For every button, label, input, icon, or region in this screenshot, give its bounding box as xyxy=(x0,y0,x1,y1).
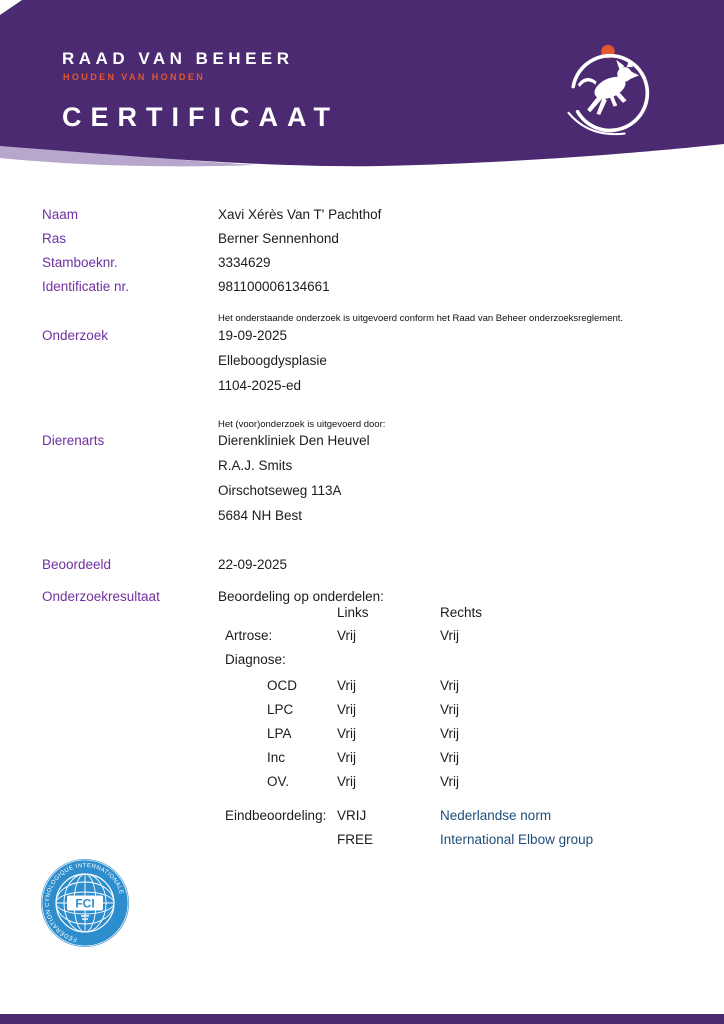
eindbeoordeling-value: FREE xyxy=(337,832,374,847)
diagnose-rechts: Vrij xyxy=(440,678,459,693)
diagnose-links: Vrij xyxy=(337,702,356,717)
diagnose-code: OV. xyxy=(267,774,290,789)
resultaat-label: Onderzoekresultaat xyxy=(42,589,160,604)
dierenarts-label: Dierenarts xyxy=(42,433,105,448)
diagnose-rechts: Vrij xyxy=(440,750,459,765)
diagnose-rechts: Vrij xyxy=(440,726,459,741)
field-label: Ras xyxy=(42,231,67,246)
column-header-rechts: Rechts xyxy=(440,605,483,620)
field-value: 3334629 xyxy=(218,255,271,270)
dierenarts-city: 5684 NH Best xyxy=(218,508,303,523)
field-value: Xavi Xérès Van T' Pachthof xyxy=(218,207,382,222)
fci-ring-text: FÉDÉRATION CYNOLOGIQUE INTERNATIONALE xyxy=(44,862,124,943)
column-header-links: Links xyxy=(337,605,369,620)
artrose-label: Artrose: xyxy=(225,628,273,643)
diagnose-rechts: Vrij xyxy=(440,702,459,717)
onderzoek-date: 19-09-2025 xyxy=(218,328,288,343)
diagnose-code: LPA xyxy=(267,726,292,741)
diagnose-code: OCD xyxy=(267,678,297,693)
dierenarts-clinic: Dierenkliniek Den Heuvel xyxy=(218,433,370,448)
artrose-links: Vrij xyxy=(337,628,356,643)
footer-bar xyxy=(0,1014,724,1024)
diagnose-links: Vrij xyxy=(337,726,356,741)
fci-abbr: FCI xyxy=(75,896,95,911)
dierenarts-street: Oirschotseweg 113A xyxy=(218,483,342,498)
diagnose-links: Vrij xyxy=(337,774,356,789)
beoordeeld-label: Beoordeeld xyxy=(42,557,112,572)
brand-tagline: HOUDEN VAN HONDEN xyxy=(63,72,206,82)
field-label: Stamboeknr. xyxy=(42,255,118,270)
dierenarts-note: Het (voor)onderzoek is uitgevoerd door: xyxy=(218,419,386,430)
resultaat-heading: Beoordeling op onderdelen: xyxy=(218,589,384,604)
diagnose-links: Vrij xyxy=(337,678,356,693)
onderzoek-type: Elleboogdysplasie xyxy=(218,353,327,368)
onderzoek-note: Het onderstaande onderzoek is uitgevoerd conform het Raad van Beheer onderzoeksreglement. xyxy=(218,313,624,324)
field-label: Identificatie nr. xyxy=(42,279,130,294)
field-label: Naam xyxy=(42,207,79,222)
fci-logo xyxy=(40,858,130,948)
diagnose-code: Inc xyxy=(267,750,286,765)
artrose-rechts: Vrij xyxy=(440,628,459,643)
beoordeeld-date: 22-09-2025 xyxy=(218,557,288,572)
dog-silhouette xyxy=(578,59,639,115)
certificate-title: CERTIFICAAT xyxy=(62,102,339,132)
dierenarts-vet: R.A.J. Smits xyxy=(218,458,293,473)
diagnose-code: LPC xyxy=(267,702,294,717)
eindbeoordeling-norm: Nederlandse norm xyxy=(440,808,552,823)
eindbeoordeling-norm: International Elbow group xyxy=(440,832,594,847)
field-value: Berner Sennenhond xyxy=(218,231,339,246)
certificate-header xyxy=(0,0,724,180)
eindbeoordeling-value: VRIJ xyxy=(337,808,367,823)
onderzoek-dossier: 1104-2025-ed xyxy=(218,378,302,393)
diagnose-rechts: Vrij xyxy=(440,774,459,789)
field-value: 981100006134661 xyxy=(218,279,330,294)
onderzoek-label: Onderzoek xyxy=(42,328,109,343)
eindbeoordeling-label: Eindbeoordeling: xyxy=(225,808,327,823)
brand-name: RAAD VAN BEHEER xyxy=(62,49,294,68)
diagnose-label: Diagnose: xyxy=(225,652,286,667)
diagnose-links: Vrij xyxy=(337,750,356,765)
dog-logo-icon xyxy=(558,36,662,146)
